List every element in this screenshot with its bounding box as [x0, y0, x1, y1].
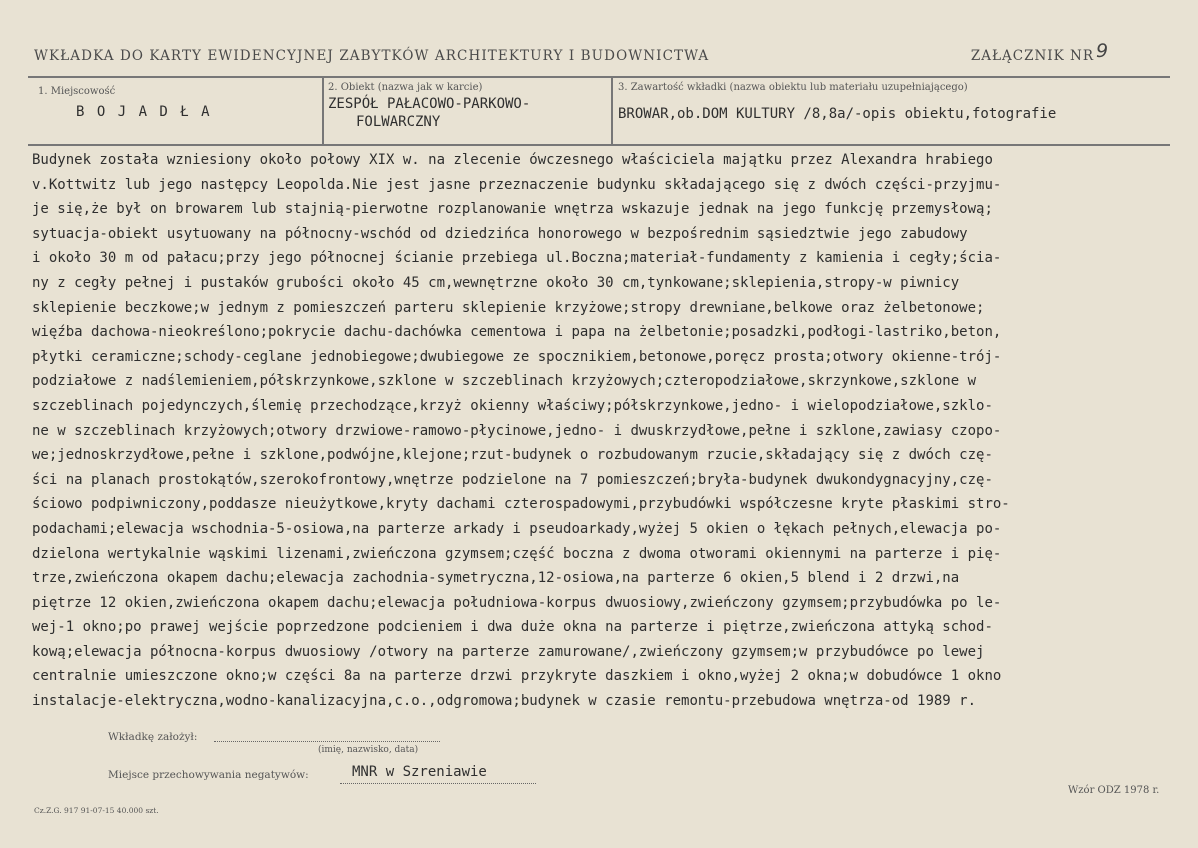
description-line: sklepienie beczkowe;w jednym z pomieszczeń parteru sklepienie krzyżowe;stropy drewniane,belkowe oraz żelbetonowe; — [32, 299, 985, 316]
negatives-value: MNR w Szreniawie — [352, 764, 487, 780]
description-line: centralnie umieszczone okno;w części 8a na parterze drzwi przykryte daszkiem i okno,wyżej 2 okna;w dobudówce 1 okno — [32, 668, 1002, 685]
inserted-by-sublabel: (imię, nazwisko, data) — [318, 745, 419, 755]
form-title: WKŁADKA DO KARTY EWIDENCYJNEJ ZABYTKÓW ARCHITEKTURY I BUDOWNICTWA — [34, 48, 710, 64]
description-line: we;jednoskrzydłowe,pełne i szklone,podwójne,klejone;rzut-budynek o rozbudowanym rzucie,składający się z dwóch czę- — [32, 447, 993, 464]
description-line: ściowo podpiwniczony,poddasze nieużytkowe,kryty dachami czterospadowymi,przybudówki współczesne kryte płaskimi stro- — [32, 496, 1010, 513]
description-line: podziałowe z nadślemieniem,półskrzynkowe,szklone w szczeblinach krzyżowych;czteropodziałowe,skrzynkowe,szklone w — [32, 373, 977, 390]
locality-label: 1. Miejscowość — [38, 86, 116, 97]
negatives-label: Miejsce przechowywania negatywów: — [108, 769, 309, 781]
description-text — [32, 148, 1172, 714]
description-line: v.Kottwitz lub jego następcy Leopolda.Nie jest jasne przeznaczenie budynku składającego się z dwóch części-przyjmu- — [32, 176, 1002, 193]
description-line: instalacje-elektryczna,wodno-kanalizacyjna,c.o.,odgromowa;budynek w czasie remontu-przebudowa wnętrza-od 1989 r. — [32, 693, 977, 710]
description-line: więźba dachowa-nieokreślono;pokrycie dachu-dachówka cementowa i papa na żelbetonie;posadzki,podłogi-lastriko,beton, — [32, 324, 1002, 341]
object-label: 2. Obiekt (nazwa jak w karcie) — [328, 82, 483, 93]
description-line: trze,zwieńczona okapem dachu;elewacja zachodnia-symetryczna,12-osiowa,na parterze 6 okien,5 blend i 2 drzwi,na — [32, 570, 960, 587]
content-label: 3. Zawartość wkładki (nazwa obiektu lub materiału uzupełniającego) — [618, 82, 968, 93]
description-line: piętrze 12 okien,zwieńczona okapem dachu;elewacja południowa-korpus dwuosiowy,zwieńczony gzymsem;przybudówka po le- — [32, 594, 1002, 611]
description-line: i około 30 m od pałacu;przy jego północnej ścianie przebiega ul.Boczna;materiał-fundamenty z kamienia i cegły;ścia- — [32, 250, 1002, 267]
locality-value: B O J A D Ł A — [76, 104, 212, 120]
header-rule-bottom — [28, 144, 1170, 146]
description-line: płytki ceramiczne;schody-ceglane jednobiegowe;dwubiegowe ze spocznikiem,betonowe,poręcz prosta;otwory okienne-trój- — [32, 348, 1002, 365]
field-divider-2 — [611, 76, 613, 145]
description-line: wej-1 okno;po prawej wejście poprzedzone podcieniem i dwa duże okna na parterze i piętrze,zwieńczona attyką schod- — [32, 619, 993, 636]
attachment-number: 9 — [1096, 40, 1109, 62]
description-line: podachami;elewacja wschodnia-5-osiowa,na parterze arkady i pseudoarkady,wyżej 5 okien o łękach pełnych,elewacja po- — [32, 520, 1002, 537]
attachment-label: ZAŁĄCZNIK NR — [970, 48, 1094, 64]
field-divider-1 — [322, 76, 324, 145]
description-line: kową;elewacja północna-korpus dwuosiowy /otwory na parterze zamurowane/,zwieńczony gzymsem;w przybudówce po lewej — [32, 643, 985, 660]
object-value-line1: ZESPÓŁ PAŁACOWO-PARKOWO- — [328, 96, 531, 112]
negatives-line — [340, 783, 536, 784]
print-code: Cz.Z.G. 917 91-07-15 40.000 szt. — [34, 806, 159, 815]
description-line: Budynek została wzniesiony około połowy XIX w. na zlecenie ówczesnego właściciela majątku przez Alexandra hrabiego — [32, 152, 993, 168]
description-line: dzielona wertykalnie wąskimi lizenami,zwieńczona gzymsem;część boczna z dwoma otworami okiennymi na parterze i pię- — [32, 545, 1002, 562]
description-line: ne w szczeblinach krzyżowych;otwory drzwiowe-ramowo-płycinowe,jedno- i dwuskrzydłowe,pełne i szklone,zawiasy czopo- — [32, 422, 1002, 439]
description-line: ści na planach prostokątów,szerokofrontowy,wnętrze podzielone na 7 pomieszczeń;bryła-budynek dwukondygnacyjny,czę- — [32, 471, 993, 488]
description-line: je się,że był on browarem lub stajnią-pierwotne rozplanowanie wnętrza wskazuje jednak na jego funkcję przemysłową; — [32, 201, 993, 218]
object-value-line2: FOLWARCZNY — [356, 114, 441, 130]
content-value: BROWAR,ob.DOM KULTURY /8,8a/-opis obiektu,fotografie — [618, 106, 1057, 122]
form-model: Wzór ODZ 1978 r. — [1068, 785, 1160, 796]
description-line: sytuacja-obiekt usytuowany na północny-wschód od dziedzińca honorowego w bezpośrednim sąsiedztwie jego zabudowy — [32, 225, 968, 242]
inserted-by-label: Wkładkę założył: — [108, 731, 198, 743]
description-line: ny z cegły pełnej i pustaków grubości około 45 cm,wewnętrzne około 30 cm,tynkowane;sklepienia,stropy-w piwnicy — [32, 274, 960, 291]
description-line: szczeblinach pojedynczych,ślemię przechodzące,krzyż okienny właściwy;półskrzynkowe,jedno- i wielopodziałowe,szklo- — [32, 397, 993, 414]
inserted-by-line — [214, 741, 440, 742]
header-rule-top — [28, 76, 1170, 78]
